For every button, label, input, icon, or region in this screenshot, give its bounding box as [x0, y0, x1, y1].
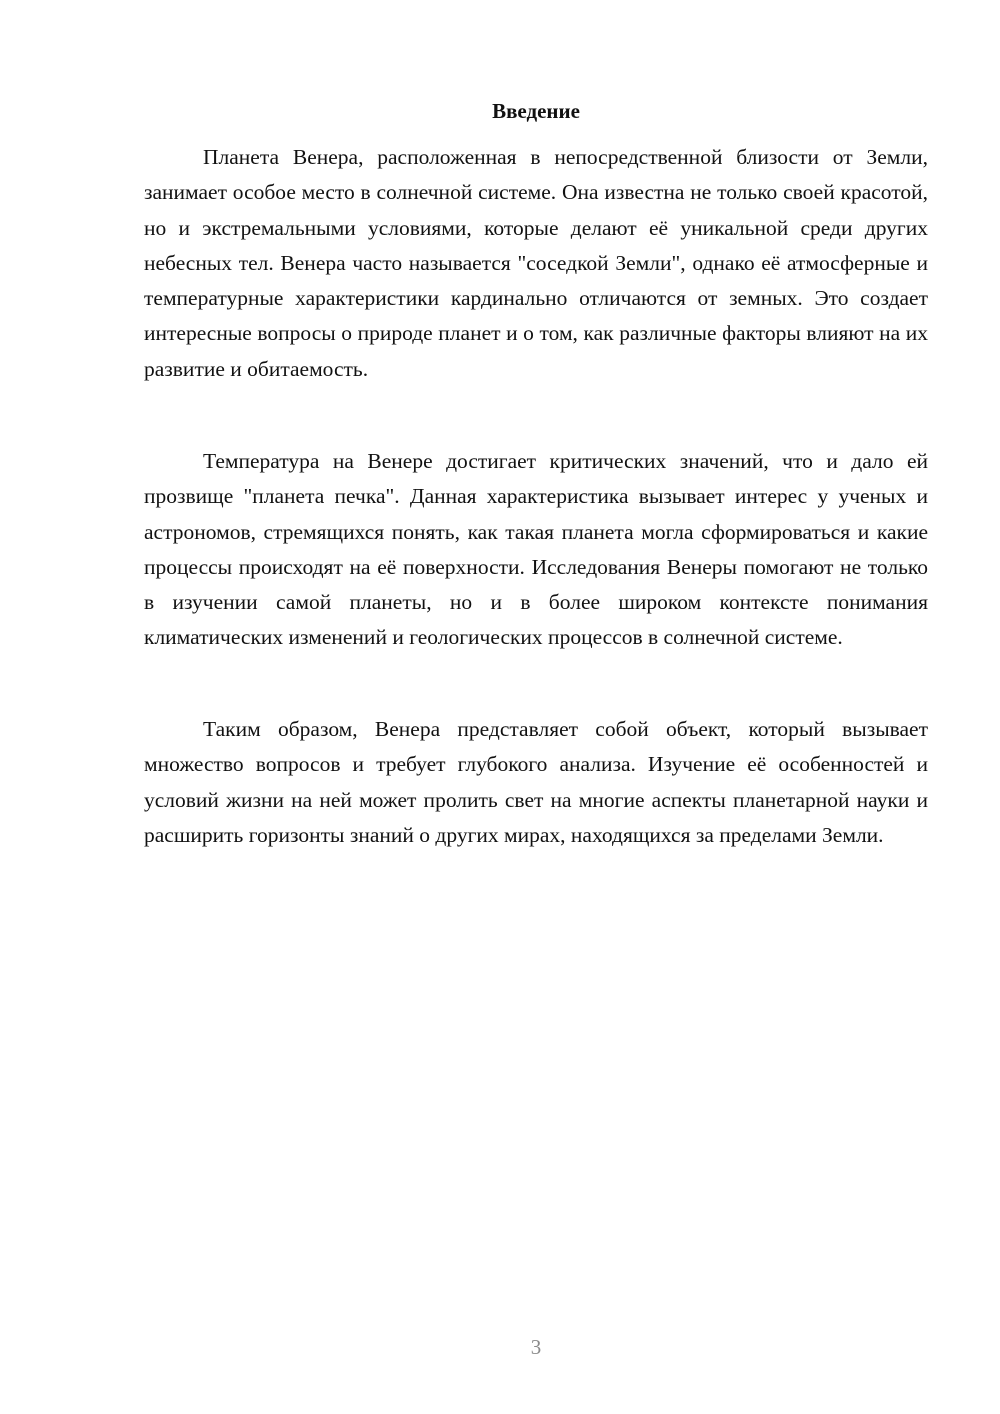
paragraph-1: Планета Венера, расположенная в непосредственной близости от Земли, занимает особое место в солнечной системе. Она известна не только своей красотой, но и экстремальными условиями, которые делают её уникальной среди других небесных тел. Венера часто называется "соседкой Земли", однако её атмосферные и температурные характеристики кардинально отличаются от земных. Это создает интересные вопросы о природе планет и о том, как различные факторы влияют на их развитие и обитаемость. [144, 145, 928, 381]
page-number: 3 [530, 1335, 542, 1359]
section-title: Введение [492, 99, 580, 123]
paragraph-3: Таким образом, Венера представляет собой объект, который вызывает множество вопросов и требует глубокого анализа. Изучение её особенностей и условий жизни на ней может пролить свет на многие аспекты планетарной науки и расширить горизонты знаний о других мирах, находящихся за пределами Земли. [144, 717, 928, 847]
paragraph-2: Температура на Венере достигает критических значений, что и дало ей прозвище "планета печка". Данная характеристика вызывает интерес у ученых и астрономов, стремящихся понять, как такая планета могла сформироваться и какие процессы происходят на её поверхности. Исследования Венеры помогают не только в изучении самой планеты, но и в более широком контексте понимания климатических изменений и геологических процессов в солнечной системе. [144, 449, 928, 650]
